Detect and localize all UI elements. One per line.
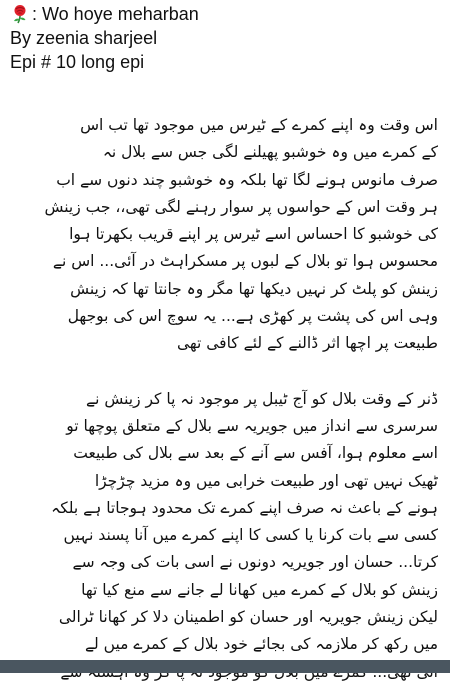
text-line: وہی اس کی پشت پر کھڑی ہے... یہ سوچ اس کی بوجھل	[67, 307, 438, 326]
text-line: سرسری سے انداز میں جویریہ سے بلال کے متعلق پوچھا تو	[66, 416, 438, 435]
text-line: طبیعت پر اچھا اثر ڈالنے کے لئے کافی تھی	[176, 334, 438, 353]
bottom-bar	[0, 660, 450, 673]
story-header	[10, 2, 440, 74]
text-line: صرف مانوس ہونے لگا تھا بلکہ وہ خوشبو چند دنوں سے اب	[56, 170, 438, 189]
paragraph-2	[12, 386, 438, 686]
paragraph-gap	[12, 358, 438, 386]
text-line: ہر وقت اس کے حواسوں پر سوار رہنے لگی تھی،، جب زینش	[44, 197, 438, 216]
text-line: لیکن زینش جویریہ اور حسان کو اطمینان دلا کر کھانا ٹرالی	[58, 608, 438, 627]
text-line: زینش کو پلٹ کر نہیں دیکھا تھا مگر وہ جانتا تھا کہ زینش	[70, 279, 438, 298]
text-line: ڈنر کے وقت بلال کو آج ٹیبل پر موجود نہ پا کر زینش نے	[86, 389, 438, 408]
text-line: ہونے کے باعث نہ صرف اپنے کمرے تک محدود ہوجاتا ہے بلکہ	[51, 498, 438, 517]
story-title-row	[10, 2, 440, 26]
author-line: By zeenia sharjeel	[10, 28, 158, 48]
text-line: اس وقت وہ اپنے کمرے کے ٹیرس میں موجود تھا تب اس	[80, 116, 438, 134]
story-title: : Wo hoye meharban	[32, 4, 199, 24]
text-line: میں رکھ کر ملازمہ کی بجائے خود بلال کے کمرے میں لے	[84, 635, 438, 654]
text-line: کے کمرے میں وہ خوشبو پھیلنے لگی جس سے بلال نہ	[102, 143, 438, 162]
text-line: کرتا... حسان اور جویریہ دونوں نے اسی بات کی وجہ سے	[72, 553, 438, 572]
text-line: ٹھیک نہیں تھی اور طبیعت خرابی میں وہ مزید چڑچڑا	[94, 471, 438, 490]
episode-line: Epi # 10 long epi	[10, 52, 145, 72]
text-line: کی خوشبو کا احساس اسے ٹیرس پر اپنے قریب بکھرتا ہوا	[69, 225, 438, 244]
text-line: کسی سے بات کرنا یا کسی کا اپنے کمرے میں آنا پسند نہیں	[63, 526, 438, 545]
rose-icon	[10, 4, 30, 24]
text-line: محسوس ہوا تو بلال کے لبوں پر مسکراہٹ در آئی... اس نے	[52, 252, 438, 271]
story-body	[12, 112, 438, 686]
text-line: زینش کو بلال کے کمرے میں کھانا لے جانے سے منع کیا تھا	[81, 580, 438, 599]
paragraph-1	[12, 112, 438, 358]
text-line: اسے معلوم ہوا، آفس سے آنے کے بعد سے بلال کی طبیعت	[73, 444, 438, 463]
